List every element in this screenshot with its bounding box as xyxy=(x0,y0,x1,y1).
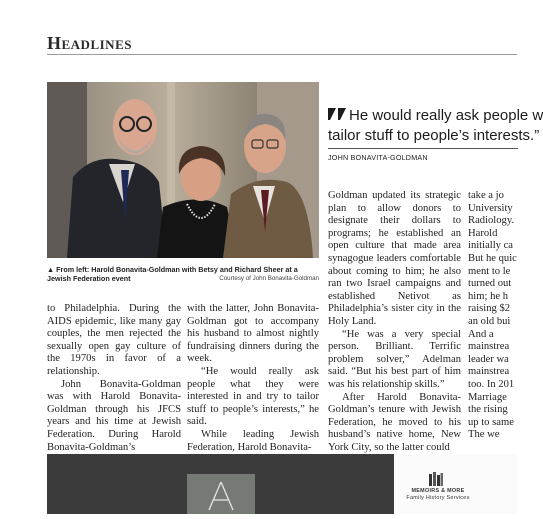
event-photo-illustration xyxy=(47,82,319,258)
caption-triangle-icon: ▲ xyxy=(47,265,55,274)
column-4-line: up to same xyxy=(468,416,514,428)
quote-divider xyxy=(328,148,518,149)
column-4-line: University xyxy=(468,202,513,214)
column-4-line: him; he h xyxy=(468,290,509,302)
pull-quote-line-2: tailor stuff to people’s interests.” xyxy=(328,127,540,144)
article-column-2 xyxy=(187,303,319,454)
photo-credit: Courtesy of John Bonavita-Goldman xyxy=(219,275,319,282)
column-4-line: Radiology. xyxy=(468,215,515,227)
column-4-line: Harold xyxy=(468,227,498,239)
column-4-line: The we xyxy=(468,429,500,441)
caption-text: From left: Harold Bonavita-Goldman with Betsy and Richard Sheer at a Jewish Federation event xyxy=(47,265,298,283)
column-4-line: raising $2 xyxy=(468,303,511,315)
column-4-line: take a jo xyxy=(468,190,504,201)
paragraph: John Bonavita-Goldman was with Harold Bonavita-Goldman through his JFCS years and his time at Jewish Federation. During Harold Bonavita-Goldman’s xyxy=(47,378,181,453)
column-4-line: turned out xyxy=(468,278,512,290)
column-4-line: an old bui xyxy=(468,315,511,327)
paragraph: with the latter, John Bonavita-Goldman got to accompany his husband to almost nightly fundraising dinners during the week. xyxy=(187,303,319,365)
section-title: Headlines xyxy=(47,33,132,53)
ad-brand-text xyxy=(398,488,478,501)
column-4-line: But he quic xyxy=(468,252,517,264)
article-column-1 xyxy=(47,303,181,467)
column-4-line: mainstrea xyxy=(468,341,510,353)
column-4-line: initially ca xyxy=(468,240,514,252)
photo-caption xyxy=(47,265,319,283)
ad-memoirs-panel xyxy=(394,454,517,514)
column-4-line: mainstrea xyxy=(468,366,510,378)
column-4-line: too. In 201 xyxy=(468,378,515,390)
paragraph: After Harold Bonavita-Goldman’s tenure with Jewish Federation, he moved to his husband’s native home, New York City, so the latter could xyxy=(328,391,461,453)
column-4-line: ment to le xyxy=(468,265,511,277)
paragraph: Goldman updated its strategic plan to allow donors to designate their dollars to programs; he established an open culture that made area synagogue leaders comfortable about coming to him; he also ran two Israel campaigns and established Netivot as Philadelphia’s sister city in the Holy Land. xyxy=(328,190,461,327)
ad-a-logo-icon xyxy=(187,474,255,514)
article-column-4 xyxy=(468,190,538,442)
pull-quote-attribution: JOHN BONAVITA-GOLDMAN xyxy=(328,153,428,162)
paragraph: “He would really ask people what they were interested in and try to tailor stuff to people’s interests,” he said. xyxy=(187,365,319,428)
ad-brand: MEMOIRS & MORE xyxy=(411,488,465,494)
paragraph: While leading Jewish Federation, Harold Bonavita- xyxy=(187,428,319,453)
column-4-line: the rising xyxy=(468,404,508,416)
ad-tagline: Family History Services xyxy=(406,494,470,501)
ad-logo-box xyxy=(187,474,255,514)
article-column-3 xyxy=(328,190,461,454)
header-divider xyxy=(47,54,517,55)
paragraph: “He was a very special person. Brilliant. Terrific problem solver,” Adelman said. “But his best part of him was his relationship skills.” xyxy=(328,328,461,390)
column-4-line: leader wa xyxy=(468,353,509,365)
pull-quote-line-1: He would really ask people w xyxy=(349,107,543,124)
paragraph: to Philadelphia. During the AIDS epidemic, like many gay couples, the men rejected the sexually open gay culture of the 1970s in favor of a relationship. xyxy=(47,303,181,377)
books-icon xyxy=(428,472,444,486)
event-photo xyxy=(47,82,319,258)
column-4-line: And a xyxy=(468,328,494,340)
column-4-line: Marriage xyxy=(468,391,507,403)
pull-quote xyxy=(328,106,543,146)
open-quote-icon xyxy=(328,108,348,120)
